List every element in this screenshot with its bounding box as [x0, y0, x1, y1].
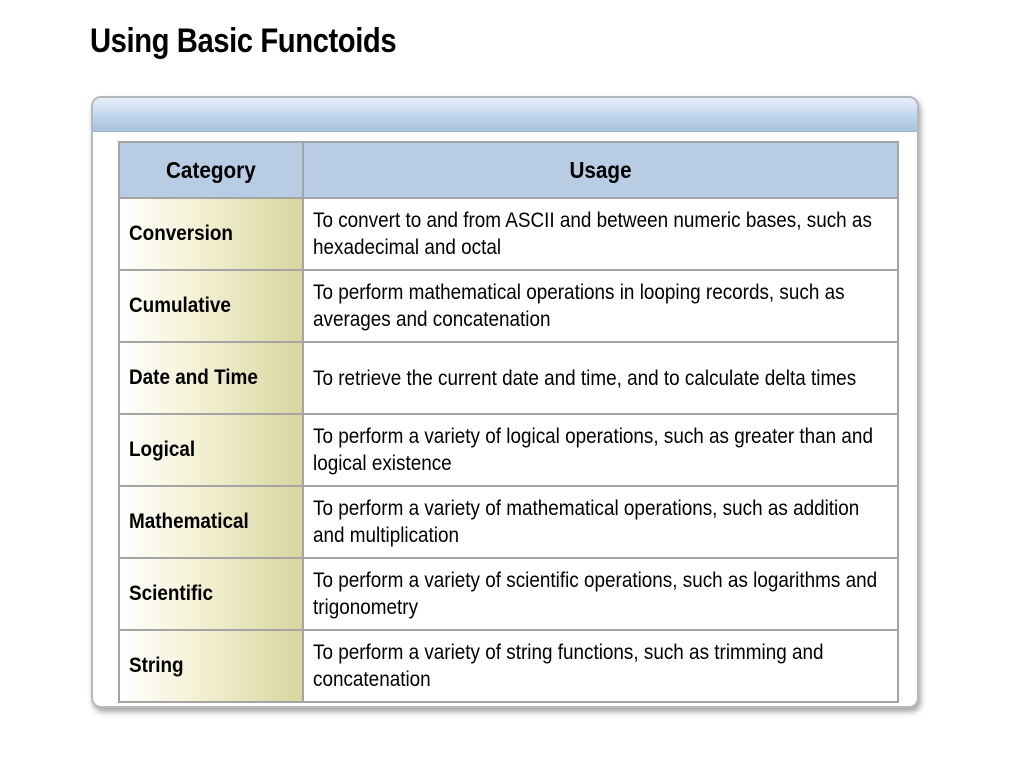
- table-row: [119, 486, 898, 558]
- usage-cell: [303, 630, 898, 702]
- usage-text: To retrieve the current date and time, and to calculate delta times: [313, 366, 857, 390]
- category-label: String: [129, 654, 184, 677]
- usage-text: To convert to and from ASCII and between numeric bases, such as hexadecimal and octal: [313, 209, 872, 259]
- table-row: [119, 414, 898, 486]
- table-header-row: [119, 142, 898, 198]
- category-label: Cumulative: [129, 294, 231, 317]
- table-panel: [91, 96, 919, 708]
- usage-text: To perform mathematical operations in looping records, such as averages and concatenation: [313, 281, 845, 331]
- column-header-category-label: Category: [166, 156, 256, 183]
- category-cell: [119, 414, 303, 486]
- category-cell: [119, 630, 303, 702]
- category-label: Scientific: [129, 582, 214, 605]
- category-label: Date and Time: [129, 366, 258, 389]
- column-header-category: [119, 142, 303, 198]
- usage-cell: [303, 342, 898, 414]
- usage-cell: [303, 414, 898, 486]
- usage-text: To perform a variety of mathematical operations, such as addition and multiplication: [313, 497, 860, 547]
- usage-cell: [303, 486, 898, 558]
- usage-cell: [303, 198, 898, 270]
- table-row: [119, 558, 898, 630]
- category-label: Mathematical: [129, 510, 249, 533]
- usage-cell: [303, 270, 898, 342]
- column-header-usage-label: Usage: [569, 156, 632, 183]
- column-header-usage: [303, 142, 898, 198]
- category-cell: [119, 342, 303, 414]
- table-row: [119, 342, 898, 414]
- category-label: Logical: [129, 438, 196, 461]
- category-label: Conversion: [129, 222, 233, 245]
- table-row: [119, 198, 898, 270]
- usage-text: To perform a variety of scientific operations, such as logarithms and trigonometry: [313, 569, 878, 619]
- usage-text: To perform a variety of string functions, such as trimming and concatenation: [313, 641, 824, 691]
- table-container: [118, 141, 897, 696]
- category-cell: [119, 486, 303, 558]
- category-cell: [119, 558, 303, 630]
- usage-cell: [303, 558, 898, 630]
- panel-header-bar: [93, 98, 917, 132]
- category-cell: [119, 198, 303, 270]
- table-row: [119, 270, 898, 342]
- category-cell: [119, 270, 303, 342]
- usage-text: To perform a variety of logical operations, such as greater than and logical existence: [313, 425, 873, 475]
- table-row: [119, 630, 898, 702]
- functoids-table: [118, 141, 899, 703]
- page-title: Using Basic Functoids: [90, 22, 397, 60]
